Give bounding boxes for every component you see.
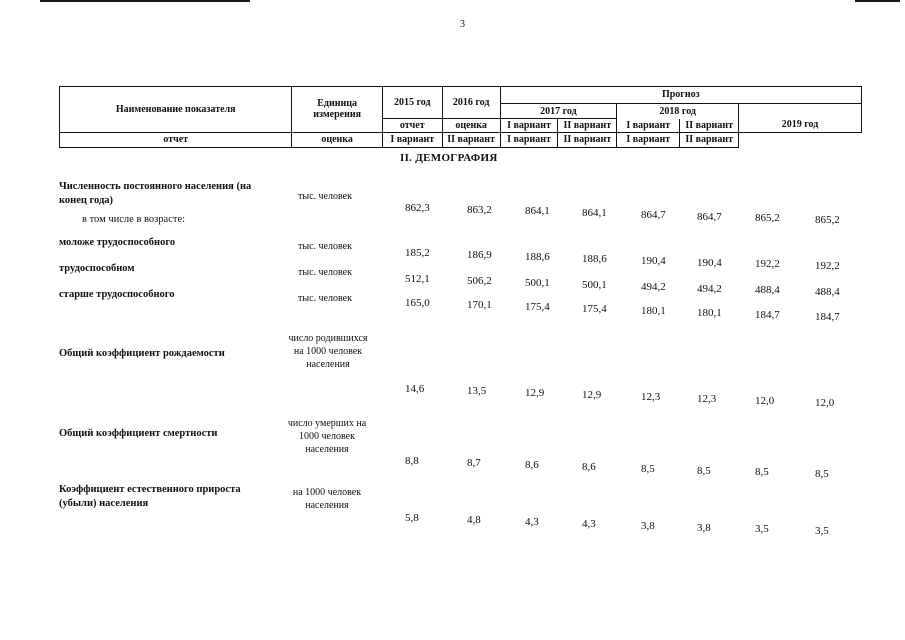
value-cell: 8,7: [467, 456, 481, 469]
value-cell: 8,5: [697, 464, 711, 477]
header-estimate: оценка: [442, 119, 500, 132]
value-cell: 865,2: [755, 212, 780, 225]
row-unit: на 1000 человек населения: [292, 487, 362, 511]
header-2015: 2015 год: [382, 87, 442, 119]
header-2017-v1: I вариант: [500, 119, 558, 132]
row-unit: тыс. человек: [298, 241, 352, 252]
value-cell: 188,6: [582, 252, 607, 265]
value-cell: 500,1: [582, 278, 607, 291]
value-cell: 12,9: [525, 387, 545, 399]
header-forecast: Прогноз: [500, 87, 861, 104]
value-cell: 13,5: [467, 385, 487, 397]
header-report: отчет: [382, 119, 442, 132]
scan-artifact-line: [40, 0, 250, 2]
table-header: [59, 86, 862, 148]
value-cell: 864,1: [525, 205, 550, 218]
value-cell: 185,2: [405, 247, 430, 259]
value-cell: 5,8: [405, 512, 419, 524]
value-cell: 190,4: [641, 254, 666, 267]
value-cell: 188,6: [525, 250, 550, 263]
header-2018-v2: II вариант: [680, 119, 739, 132]
value-cell: 494,2: [697, 282, 722, 295]
value-cell: 8,5: [755, 466, 769, 479]
header-report: отчет: [60, 132, 292, 147]
value-cell: 500,1: [525, 276, 550, 289]
value-cell: 192,2: [815, 260, 840, 273]
header-2018-v2: II вариант: [558, 132, 617, 147]
row-label: Численность постоянного населения (на конец года): [59, 181, 252, 207]
value-cell: 8,8: [405, 455, 419, 467]
header-estimate: оценка: [292, 132, 382, 147]
value-cell: 180,1: [641, 305, 666, 317]
value-cell: 3,8: [697, 521, 711, 534]
row-label: Коэффициент естественного прироста (убыли) населения: [59, 484, 241, 510]
value-cell: 8,5: [815, 468, 829, 481]
value-cell: 8,6: [582, 460, 596, 473]
value-cell: 494,2: [641, 280, 666, 293]
value-cell: 488,4: [815, 286, 840, 299]
value-cell: 4,8: [467, 513, 481, 526]
header-2017: 2017 год: [500, 104, 617, 119]
section-title: II. ДЕМОГРАФИЯ: [400, 152, 498, 164]
value-cell: 190,4: [697, 256, 722, 269]
header-2017-v2: II вариант: [442, 132, 500, 147]
row-unit: тыс. человек: [298, 293, 352, 304]
value-cell: 184,7: [815, 311, 840, 323]
value-cell: 12,3: [697, 393, 717, 405]
row-unit: число умерших на 1000 человек населения: [287, 418, 367, 455]
row-unit: число родившихся на 1000 человек населения: [288, 333, 368, 370]
value-cell: 3,5: [815, 525, 829, 538]
header-indicator: Наименование показателя: [60, 87, 292, 133]
value-cell: 3,5: [755, 523, 769, 536]
value-cell: 175,4: [582, 303, 607, 315]
row-label: моложе трудоспособного: [59, 237, 176, 248]
row-unit: тыс. человек: [298, 191, 352, 202]
header-2017-v2: II вариант: [558, 119, 617, 132]
value-cell: 863,2: [467, 203, 492, 216]
value-cell: 3,8: [641, 519, 655, 532]
scan-artifact-line: [855, 0, 900, 2]
value-cell: 186,9: [467, 248, 492, 261]
value-cell: 488,4: [755, 284, 780, 297]
value-cell: 4,3: [525, 515, 539, 528]
value-cell: 4,3: [582, 517, 596, 530]
header-2019-v2: II вариант: [680, 132, 739, 147]
value-cell: 864,7: [641, 208, 666, 221]
header-2017-v1: I вариант: [382, 132, 442, 147]
value-cell: 506,2: [467, 274, 492, 287]
header-2018-v1: I вариант: [500, 132, 558, 147]
row-label: Общий коэффициент рождаемости: [59, 348, 225, 359]
value-cell: 192,2: [755, 258, 780, 271]
header-2018-v1: I вариант: [617, 119, 680, 132]
value-cell: 175,4: [525, 301, 550, 313]
value-cell: 864,1: [582, 207, 607, 220]
value-cell: 864,7: [697, 210, 722, 223]
header-2018: 2018 год: [617, 104, 739, 119]
value-cell: 12,3: [641, 391, 661, 403]
header-2016: 2016 год: [442, 87, 500, 119]
value-cell: 12,0: [755, 395, 775, 407]
value-cell: 512,1: [405, 273, 430, 285]
value-cell: 180,1: [697, 307, 722, 319]
value-cell: 12,0: [815, 397, 835, 409]
header-unit: Единица измерения: [292, 87, 382, 133]
row-label: Общий коэффициент смертности: [59, 428, 218, 439]
value-cell: 12,9: [582, 389, 602, 401]
value-cell: 165,0: [405, 297, 430, 309]
header-2019: 2019 год: [739, 104, 862, 133]
value-cell: 8,5: [641, 462, 655, 475]
row-label: трудоспособном: [59, 263, 135, 274]
row-label: старше трудоспособного: [59, 289, 175, 300]
value-cell: 862,3: [405, 202, 430, 214]
value-cell: 14,6: [405, 383, 425, 395]
value-cell: 865,2: [815, 213, 840, 226]
value-cell: 184,7: [755, 309, 780, 321]
value-cell: 170,1: [467, 299, 492, 311]
row-unit: тыс. человек: [298, 267, 352, 278]
row-label: в том числе в возрасте:: [82, 214, 186, 225]
value-cell: 8,6: [525, 458, 539, 471]
header-2019-v1: I вариант: [617, 132, 680, 147]
page-number: 3: [460, 19, 465, 30]
